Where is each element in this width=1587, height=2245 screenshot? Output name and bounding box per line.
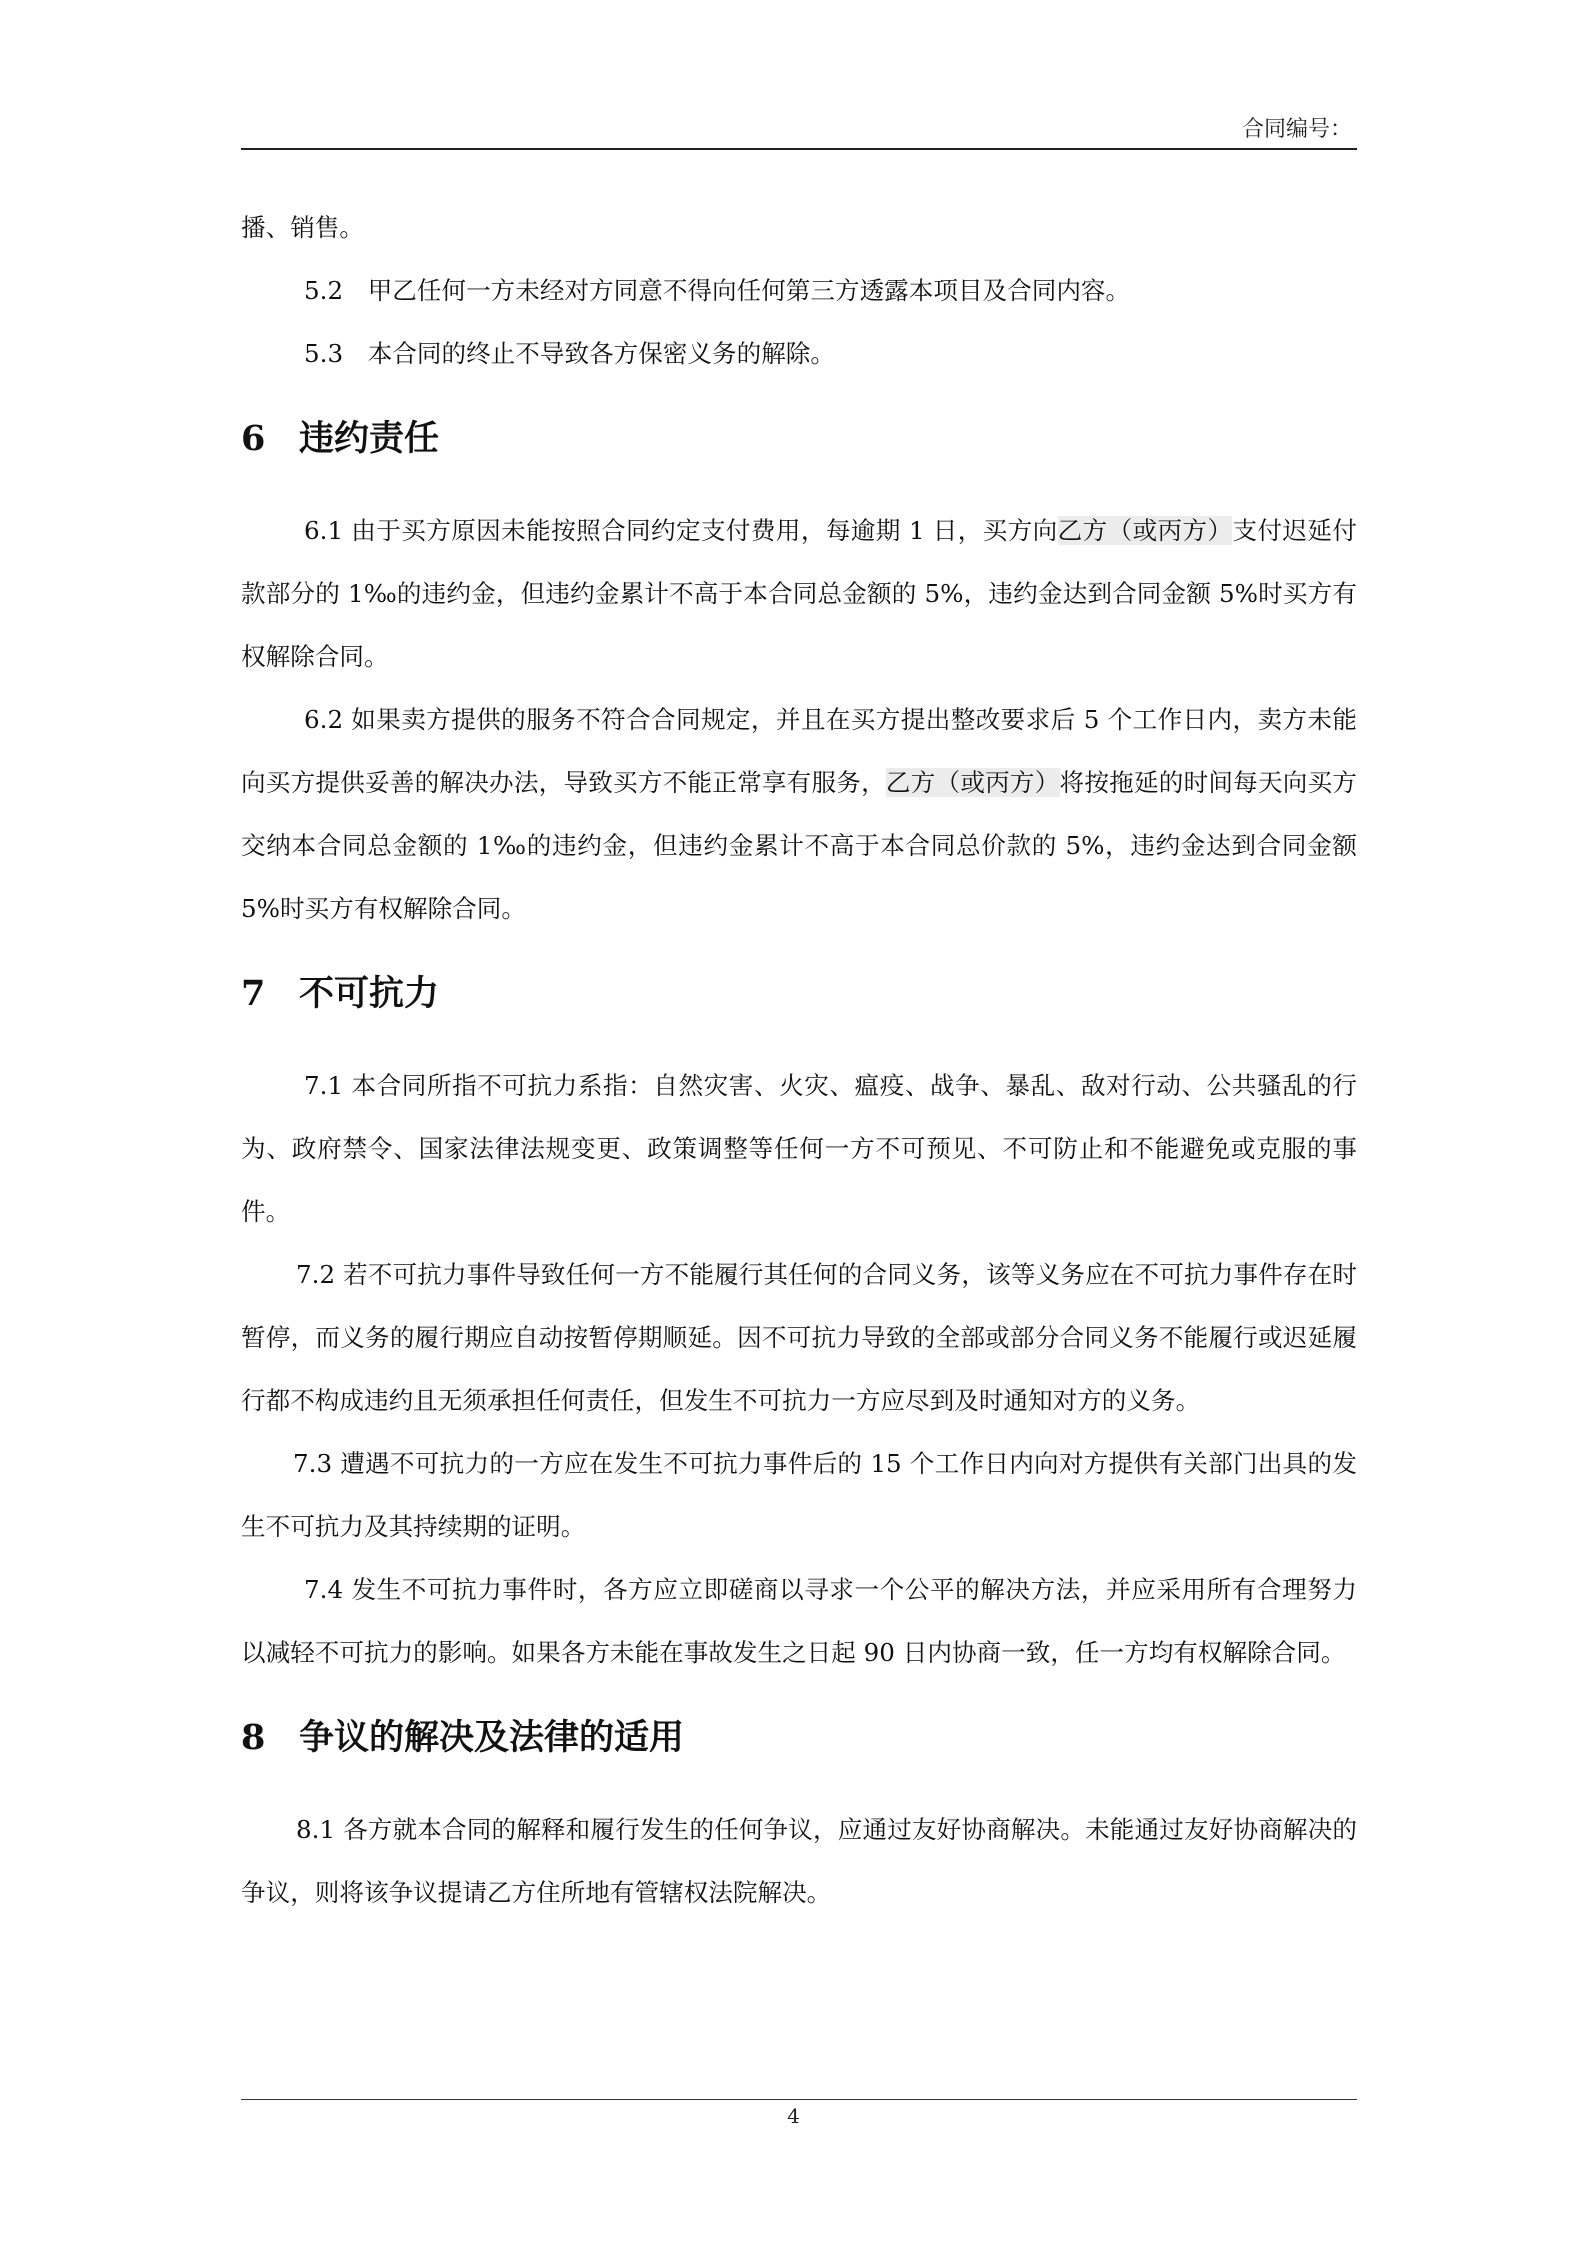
header-rule (241, 148, 1357, 150)
section-title: 不可抗力 (299, 973, 440, 1014)
clause-8-1: 8.1 各方就本合同的解释和履行发生的任何争议，应通过友好协商解决。未能通过友好协商解决的争议，则将该争议提请乙方住所地有管辖权法院解决。 (241, 1815, 1357, 1907)
clause-text: 6.2 如果卖方提供的服务不符合合同规定，并且在买方提出整改要求后 5 个工作日内，卖方未能向买方提供妥善的解决办法，导致买方不能正常享有服务， (241, 705, 1357, 797)
section-number: 7 (241, 973, 266, 1014)
clause-7-1: 7.1 本合同所指不可抗力系指：自然灾害、火灾、瘟疫、战争、暴乱、敌对行动、公共骚乱的行为、政府禁令、国家法律法规变更、政策调整等任何一方不可预见、不可防止和不能避免或克服的事件。 (241, 1071, 1357, 1226)
section-title: 争议的解决及法律的适用 (299, 1717, 685, 1758)
clause-6-1 (241, 499, 1357, 688)
paragraph-continuation: 播、销售。 (241, 213, 364, 242)
clause-text: 将按拖延的时间每天向买方交纳本合同总金额的 1‰的违约金，但违约金累计不高于本合同总价款的 5%，违约金达到合同金额 5%时买方有权解除合同。 (241, 768, 1357, 923)
clause-5-3: 5.3 本合同的终止不导致各方保密义务的解除。 (304, 339, 835, 368)
clause-7-2: 7.2 若不可抗力事件导致任何一方不能履行其任何的合同义务，该等义务应在不可抗力事件存在时暂停，而义务的履行期应自动按暂停期顺延。因不可抗力导致的全部或部分合同义务不能履行或迟延履行都不构成违约且无须承担任何责任，但发生不可抗力一方应尽到及时通知对方的义务。 (241, 1260, 1357, 1415)
document-body (241, 196, 1357, 1924)
section-number: 8 (241, 1717, 266, 1758)
section-7-heading (241, 964, 1357, 1024)
section-number: 6 (241, 418, 266, 459)
clause-7-3: 7.3 遭遇不可抗力的一方应在发生不可抗力事件后的 15 个工作日内向对方提供有关部门出具的发生不可抗力及其持续期的证明。 (241, 1449, 1357, 1541)
clause-6-2 (241, 688, 1357, 940)
contract-number-label: 合同编号： (1241, 117, 1352, 142)
footer-rule (241, 2099, 1357, 2100)
section-6-heading (241, 409, 1357, 469)
clause-text: 6.1 由于买方原因未能按照合同约定支付费用，每逾期 1 日，买方向 (304, 516, 1058, 545)
clause-7-4: 7.4 发生不可抗力事件时，各方应立即磋商以寻求一个公平的解决方法，并应采用所有合理努力以减轻不可抗力的影响。如果各方未能在事故发生之日起 90 日内协商一致，任一方均有权解除合同。 (241, 1575, 1357, 1667)
section-title: 违约责任 (299, 418, 440, 459)
highlighted-party: 乙方（或丙方） (1057, 516, 1233, 545)
section-8-heading (241, 1708, 1357, 1768)
highlighted-party: 乙方（或丙方） (885, 768, 1060, 797)
clause-5-2: 5.2 甲乙任何一方未经对方同意不得向任何第三方透露本项目及合同内容。 (304, 276, 1131, 305)
page-number: 4 (787, 2104, 800, 2128)
clause-text: 支付迟延付款部分的 1‰的违约金，但违约金累计不高于本合同总金额的 5%，违约金达到合同金额 5%时买方有权解除合同。 (241, 516, 1357, 671)
